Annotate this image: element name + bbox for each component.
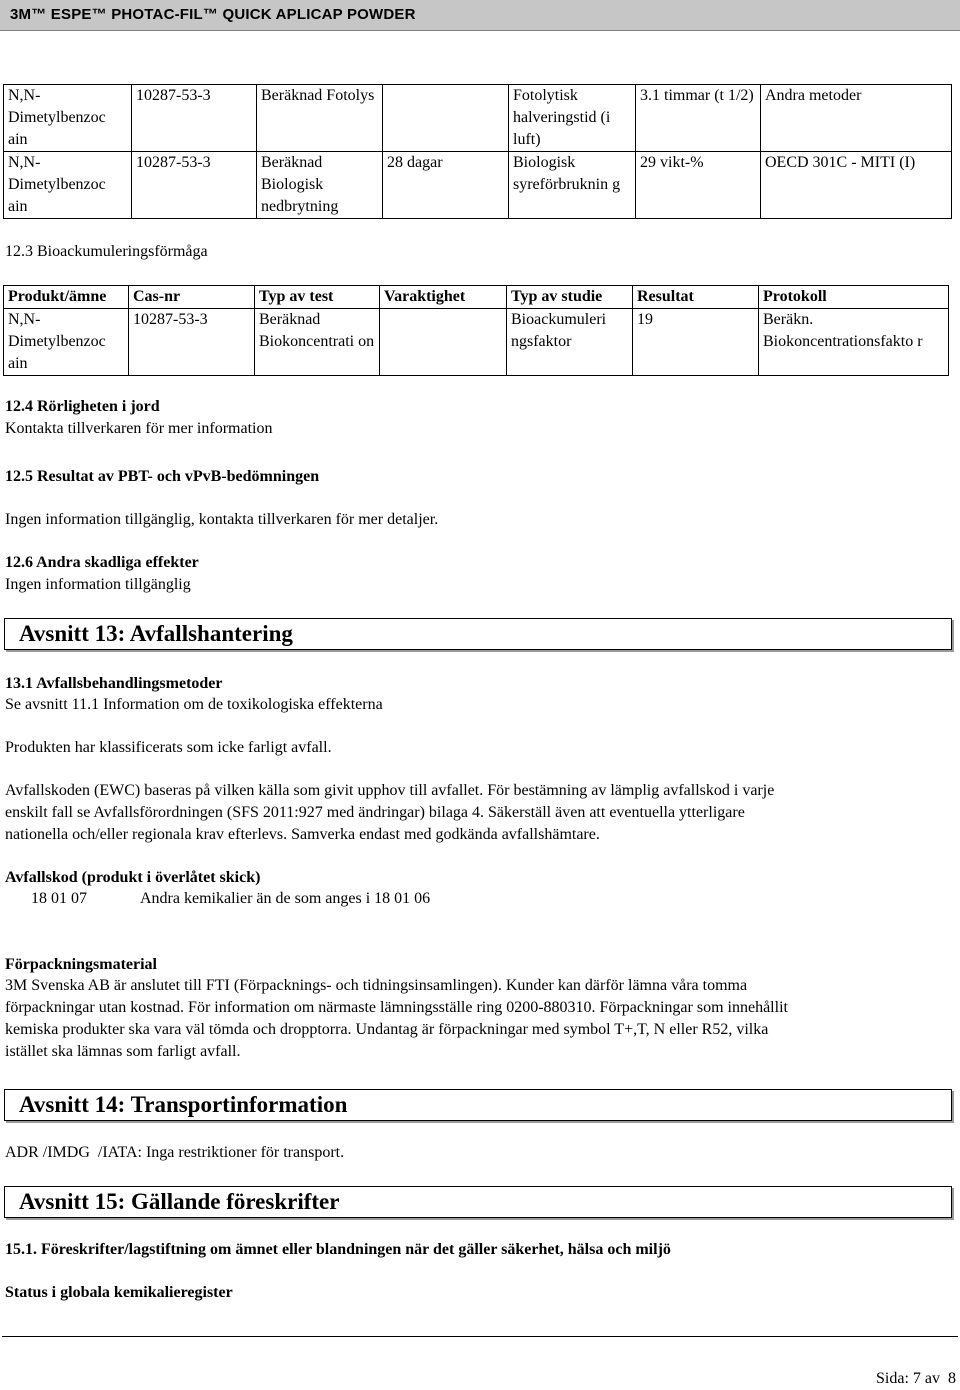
table-row: [4, 85, 952, 152]
table-cell: 3.1 timmar (t 1/2): [636, 85, 761, 152]
degradation-table: [3, 84, 952, 219]
column-header: Typ av test: [255, 286, 380, 309]
document-header: [0, 0, 960, 31]
section-13-paragraph-line: nationella och/eller regionala krav efterlevs. Samverka endast med godkända avfallshämtare.: [5, 826, 600, 843]
section-12-5-heading: 12.5 Resultat av PBT- och vPvB-bedömningen: [5, 468, 320, 485]
table-cell: [383, 85, 509, 152]
table-cell: Fotolytisk halveringstid (i luft): [509, 85, 636, 152]
section-14-banner: [4, 1089, 952, 1121]
column-header: Protokoll: [759, 286, 949, 309]
section-15-banner: [4, 1186, 952, 1218]
table-cell: OECD 301C - MITI (I): [761, 152, 952, 219]
table-cell: N,N-Dimetylbenzoc ain: [4, 152, 132, 219]
table-cell: 19: [633, 309, 759, 376]
table-cell: 28 dagar: [383, 152, 509, 219]
table-cell: 10287-53-3: [132, 152, 257, 219]
section-13-banner: [4, 618, 952, 650]
packaging-text-line: förpackningar utan kostnad. För information om närmaste lämningsställe ring 0200-880310. Förpackningar som innehållit: [5, 999, 788, 1016]
section-13-title: Avsnitt 13: Avfallshantering: [19, 621, 293, 646]
column-header: Typ av studie: [507, 286, 633, 309]
section-15-1-heading: 15.1. Föreskrifter/lagstiftning om ämnet eller blandningen när det gäller säkerhet, hälsa och miljö: [5, 1241, 671, 1258]
table-cell: Bioackumuleri ngsfaktor: [507, 309, 633, 376]
registry-status-heading: Status i globala kemikalieregister: [5, 1284, 233, 1301]
page-number: Sida: 7 av 8: [876, 1370, 956, 1387]
column-header: Produkt/ämne: [4, 286, 129, 309]
table-row: [4, 309, 949, 376]
column-header: Resultat: [633, 286, 759, 309]
table-cell: N,N-Dimetylbenzoc ain: [4, 85, 132, 152]
section-13-paragraph-line: enskilt fall se Avfallsförordningen (SFS 2011:927 med ändringar) bilaga 4. Säkerställ även att eventuella ytterligare: [5, 804, 745, 821]
table-cell: 29 vikt-%: [636, 152, 761, 219]
column-header: Cas-nr: [129, 286, 255, 309]
footer-divider: [2, 1336, 958, 1337]
section-12-3-heading: 12.3 Bioackumuleringsförmåga: [5, 243, 208, 260]
section-14-text: ADR /IMDG /IATA: Inga restriktioner för transport.: [5, 1144, 345, 1161]
section-13-1-reference: Se avsnitt 11.1 Information om de toxikologiska effekterna: [5, 696, 383, 713]
table-cell: Beräknad Fotolys: [257, 85, 383, 152]
waste-code: 18 01 07: [31, 890, 87, 907]
packaging-text-line: istället ska lämnas som farligt avfall.: [5, 1043, 241, 1060]
table-cell: 10287-53-3: [129, 309, 255, 376]
section-12-5-text: Ingen information tillgänglig, kontakta tillverkaren för mer detaljer.: [5, 511, 439, 528]
section-13-paragraph: Produkten har klassificerats som icke farligt avfall.: [5, 739, 332, 756]
table-cell: Biologisk syreförbruknin g: [509, 152, 636, 219]
waste-code-row: [31, 888, 430, 910]
bioaccumulation-table: [3, 285, 949, 376]
table-cell: Andra metoder: [761, 85, 952, 152]
packaging-text-line: 3M Svenska AB är anslutet till FTI (Förpacknings- och tidningsinsamlingen). Kunder kan därför lämna våra tomma: [5, 977, 748, 994]
product-title: 3M™ ESPE™ PHOTAC-FIL™ QUICK APLICAP POWDER: [10, 6, 416, 23]
section-12-6-heading: 12.6 Andra skadliga effekter: [5, 554, 199, 571]
section-13-paragraph-line: Avfallskoden (EWC) baseras på vilken källa som givit upphov till avfallet. För bestämning av lämplig avfallskod i varje: [5, 782, 775, 799]
section-13-1-heading: 13.1 Avfallsbehandlingsmetoder: [5, 675, 223, 692]
waste-code-heading: Avfallskod (produkt i överlåtet skick): [5, 869, 261, 886]
table-cell: Beräknad Biologisk nedbrytning: [257, 152, 383, 219]
table-cell: N,N-Dimetylbenzoc ain: [4, 309, 129, 376]
section-12-4-text: Kontakta tillverkaren för mer information: [5, 420, 273, 437]
waste-code-description: Andra kemikalier än de som anges i 18 01 06: [140, 890, 431, 907]
section-15-title: Avsnitt 15: Gällande föreskrifter: [19, 1189, 340, 1214]
table-cell: [380, 309, 507, 376]
section-12-4-heading: 12.4 Rörligheten i jord: [5, 398, 160, 415]
table-cell: Beräknad Biokoncentrati on: [255, 309, 380, 376]
packaging-text-line: kemiska produkter ska vara väl tömda och dropptorra. Undantag är förpackningar med symbol T+,T, N eller R52, vilka: [5, 1021, 769, 1038]
column-header: Varaktighet: [380, 286, 507, 309]
table-row: [4, 152, 952, 219]
table-cell: 10287-53-3: [132, 85, 257, 152]
table-header-row: [4, 286, 949, 309]
table-cell: Beräkn. Biokoncentrationsfakto r: [759, 309, 949, 376]
section-14-title: Avsnitt 14: Transportinformation: [19, 1092, 348, 1117]
section-12-6-text: Ingen information tillgänglig: [5, 576, 191, 593]
packaging-heading: Förpackningsmaterial: [5, 956, 157, 973]
